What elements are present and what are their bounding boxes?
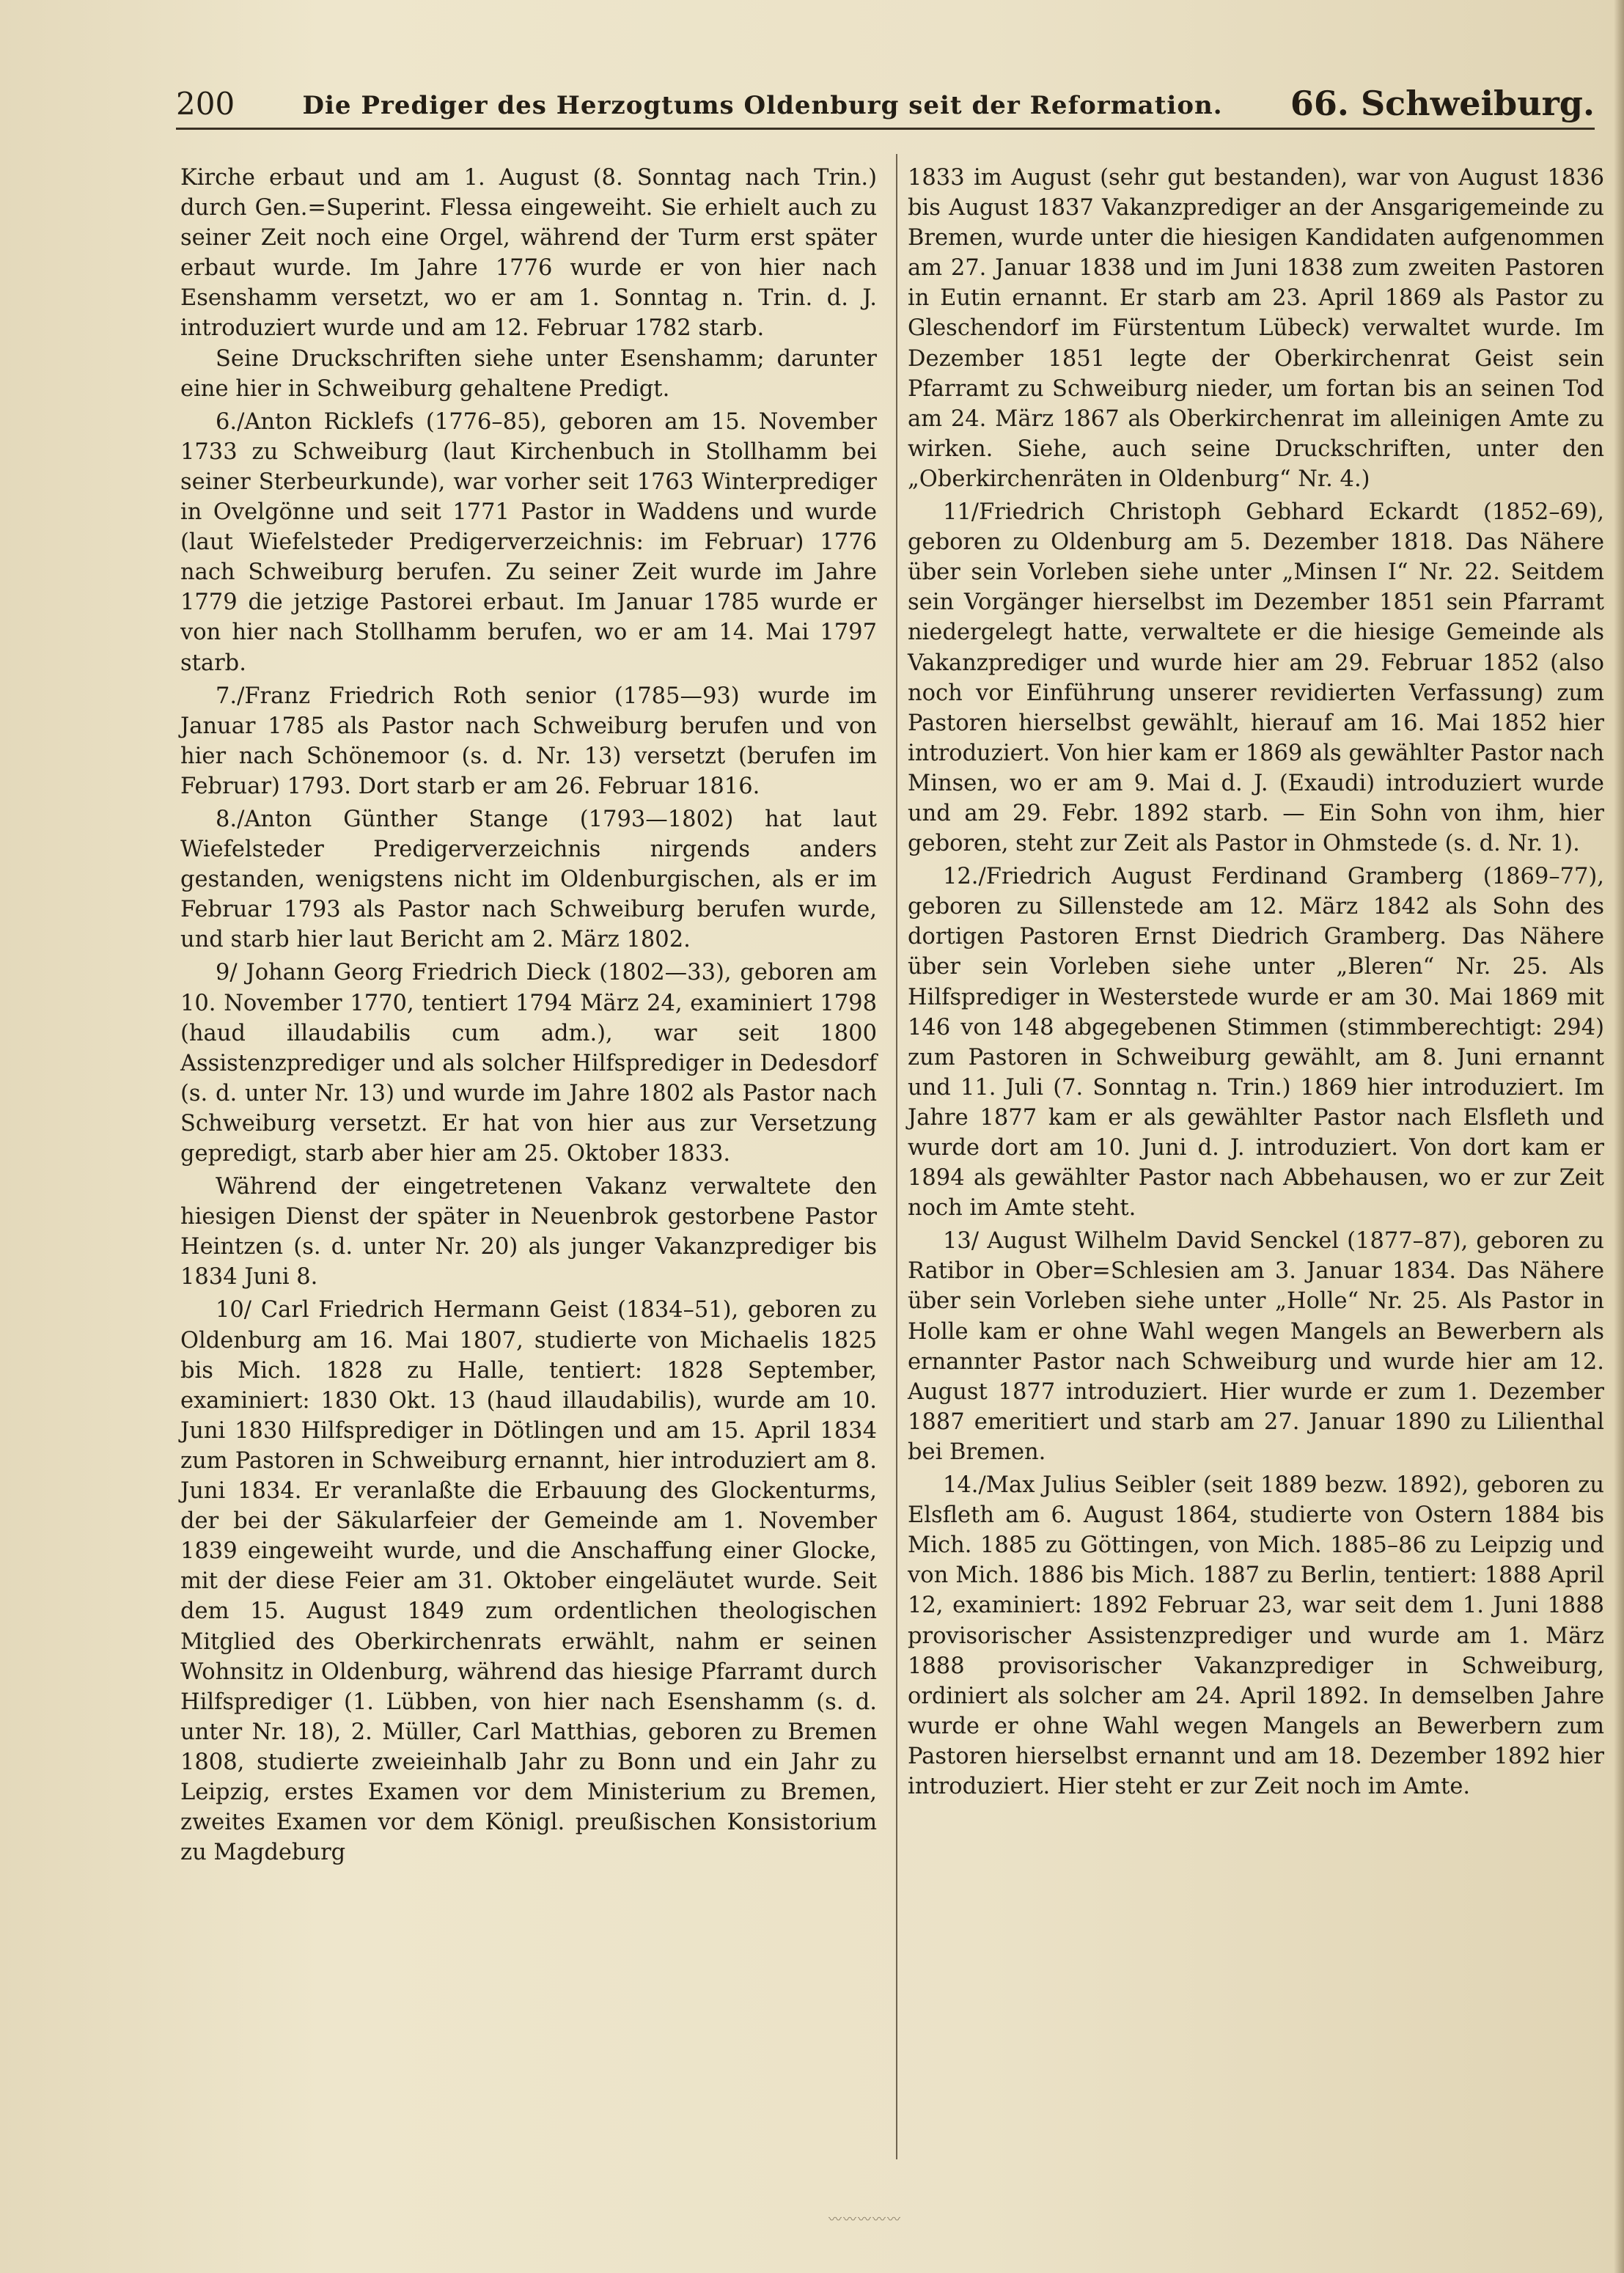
left-column — [180, 163, 877, 1868]
section-title: 66. Schweiburg. — [1290, 84, 1595, 123]
pastor-entry: 9/ Johann Georg Friedrich Dieck (1802—33), geboren am 10. November 1770, tentiert 1794 März 24, examiniert 1798 (haud illaudabilis cum adm.), war seit 1800 Assistenzprediger und als solcher Hilfsprediger in Dedesdorf (s. d. unter Nr. 13) und wurde im Jahre 1802 als Pastor nach Schweiburg versetzt. Er hat von hier aus zur Versetzung gepredigt, starb aber hier am 25. Oktober 1833. — [180, 960, 877, 1167]
pastor-entry: 13/ August Wilhelm David Senckel (1877–87), geboren zu Ratibor in Ober=Schlesien am 3. Januar 1834. Das Nähere über sein Vorleben siehe unter „Holle“ Nr. 25. Als Pastor in Holle kam er ohne Wahl wegen Mangels an Bewerbern als ernannter Pastor nach Schweiburg und wurde hier am 12. August 1877 introduziert. Hier wurde er zum 1. Dezember 1887 emeritiert und starb am 27. Januar 1890 zu Lilienthal bei Bremen. — [908, 1228, 1604, 1465]
page-number: 200 — [176, 86, 235, 122]
pastor-entry: 11/Friedrich Christoph Gebhard Eckardt (1852–69), geboren zu Oldenburg am 5. Dezember 1818. Das Nähere über sein Vorleben siehe unter „Minsen I“ Nr. 22. Seitdem sein Vorgänger hierselbst im Dezember 1851 sein Pfarramt niedergelegt hatte, verwaltete er die hiesige Gemeinde als Vakanzprediger und wurde hier am 29. Februar 1852 (also noch vor Einführung unserer revidierten Verfassung) zum Pastoren hierselbst gewählt, hierauf am 16. Mai 1852 hier introduziert. Von hier kam er 1869 als gewählter Pastor nach Minsen, wo er am 9. Mai d. J. (Exaudi) introduziert wurde und am 29. Febr. 1892 starb. — Ein Sohn von ihm, hier geboren, steht zur Zeit als Pastor in Ohmstede (s. d. Nr. 1). — [908, 499, 1604, 857]
pastor-entry: 14./Max Julius Seibler (seit 1889 bezw. 1892), geboren zu Elsfleth am 6. August 1864, studierte von Ostern 1884 bis Mich. 1885 zu Göttingen, von Mich. 1885–86 zu Leipzig und von Mich. 1886 bis Mich. 1887 zu Berlin, tentiert: 1888 April 12, examiniert: 1892 Februar 23, war seit dem 1. Juni 1888 provisorischer Assistenzprediger und wurde am 1. März 1888 provisorischer Vakanzprediger in Schweiburg, ordiniert als solcher am 24. April 1892. In demselben Jahre wurde er ohne Wahl wegen Mangels an Bewerbern zum Pastoren hierselbst ernannt und am 18. Dezember 1892 hier introduziert. Hier steht er zur Zeit noch im Amte. — [908, 1472, 1604, 1799]
pastor-entry: 10/ Carl Friedrich Hermann Geist (1834–51), geboren zu Oldenburg am 16. Mai 1807, studierte von Michaelis 1825 bis Mich. 1828 zu Halle, tentiert: 1828 September, examiniert: 1830 Okt. 13 (haud illaudabilis), wurde am 10. Juni 1830 Hilfsprediger in Dötlingen und am 15. April 1834 zum Pastoren in Schweiburg ernannt, hier introduziert am 8. Juni 1834. Er veranlaßte die Erbauung des Glockenturms, der bei der Säkularfeier der Gemeinde am 1. November 1839 eingeweiht wurde, und die Anschaffung einer Glocke, mit der diese Feier am 31. Oktober eingeläutet wurde. Seit dem 15. August 1849 zum ordentlichen theologischen Mitglied des Oberkirchenrats erwählt, nahm er seinen Wohnsitz in Oldenburg, während das hiesige Pfarramt durch Hilfsprediger (1. Lübben, von hier nach Esenshamm (s. d. unter Nr. 18), 2. Müller, Carl Matthias, geboren zu Bremen 1808, studierte zweieinhalb Jahr zu Bonn und ein Jahr zu Leipzig, erstes Examen vor dem Ministerium zu Bremen, zweites Examen vor dem Königl. preußischen Konsistorium zu Magdeburg — [180, 1297, 877, 1866]
paragraph: Kirche erbaut und am 1. August (8. Sonntag nach Trin.) durch Gen.=Superint. Flessa eingeweiht. Sie erhielt auch zu seiner Zeit noch eine Orgel, während der Turm erst später erbaut wurde. Im Jahre 1776 wurde er von hier nach Esenshamm versetzt, wo er am 1. Sonntag n. Trin. d. J. introduziert wurde und am 12. Februar 1782 starb. — [180, 165, 877, 342]
end-ornament: 〰〰〰〰〰 — [828, 2212, 902, 2228]
column-divider — [896, 154, 897, 2159]
pastor-entry: 7./Franz Friedrich Roth senior (1785—93) wurde im Januar 1785 als Pastor nach Schweiburg berufen und von hier nach Schönemoor (s. d. Nr. 13) versetzt (berufen im Februar) 1793. Dort starb er am 26. Februar 1816. — [180, 683, 877, 799]
paragraph: 1833 im August (sehr gut bestanden), war von August 1836 bis August 1837 Vakanzprediger an der Ansgarigemeinde zu Bremen, wurde unter die hiesigen Kandidaten aufgenommen am 27. Januar 1838 und im Juni 1838 zum zweiten Pastoren in Eutin ernannt. Er starb am 23. April 1869 als Pastor zu Gleschendorf im Fürstentum Lübeck) verwaltet wurde. Im Dezember 1851 legte der Oberkirchenrat Geist sein Pfarramt zu Schweiburg nieder, um fortan bis an seinen Tod am 24. März 1867 als Oberkirchenrat im alleinigen Amte zu wirken. Siehe, auch seine Druckschriften, unter den „Oberkirchenräten in Oldenburg“ Nr. 4.) — [908, 165, 1604, 492]
paragraph: Seine Druckschriften siehe unter Esenshamm; darunter eine hier in Schweiburg gehaltene Predigt. — [180, 345, 877, 402]
page-edge — [1614, 0, 1624, 2273]
running-title: Die Prediger des Herzogtums Oldenburg seit der Reformation. — [302, 91, 1223, 120]
right-column — [908, 163, 1604, 1802]
pastor-entry: 6./Anton Ricklefs (1776–85), geboren am 15. November 1733 zu Schweiburg (laut Kirchenbuch in Stollhamm bei seiner Sterbeurkunde), war vorher seit 1763 Winterprediger in Ovelgönne und seit 1771 Pastor in Waddens und wurde (laut Wiefelsteder Predigerverzeichnis: im Februar) 1776 nach Schweiburg berufen. Zu seiner Zeit wurde im Jahre 1779 die jetzige Pastorei erbaut. Im Januar 1785 wurde er von hier nach Stollhamm berufen, wo er am 14. Mai 1797 starb. — [180, 408, 877, 676]
page-header — [176, 76, 1595, 130]
pastor-entry: 12./Friedrich August Ferdinand Gramberg (1869–77), geboren zu Sillenstede am 12. März 1842 als Sohn des dortigen Pastoren Ernst Diedrich Gramberg. Das Nähere über sein Vorleben siehe unter „Bleren“ Nr. 25. Als Hilfsprediger in Westerstede wurde er am 30. Mai 1869 mit 146 von 148 abgegebenen Stimmen (stimmberechtigt: 294) zum Pastoren in Schweiburg gewählt, am 8. Juni ernannt und 11. Juli (7. Sonntag n. Trin.) 1869 hier introduziert. Im Jahre 1877 kam er als gewählter Pastor nach Elsfleth und wurde dort am 10. Juni d. J. introduziert. Von dort kam er 1894 als gewählter Pastor nach Abbehausen, wo er zur Zeit noch im Amte steht. — [908, 864, 1604, 1222]
paragraph: Während der eingetretenen Vakanz verwaltete den hiesigen Dienst der später in Neuenbrok gestorbene Pastor Heintzen (s. d. unter Nr. 20) als junger Vakanzprediger bis 1834 Juni 8. — [180, 1174, 877, 1290]
pastor-entry: 8./Anton Günther Stange (1793—1802) hat laut Wiefelsteder Predigerverzeichnis nirgends anders gestanden, wenigstens nicht im Oldenburgischen, als er im Februar 1793 als Pastor nach Schweiburg berufen wurde, und starb hier laut Bericht am 2. März 1802. — [180, 806, 877, 953]
